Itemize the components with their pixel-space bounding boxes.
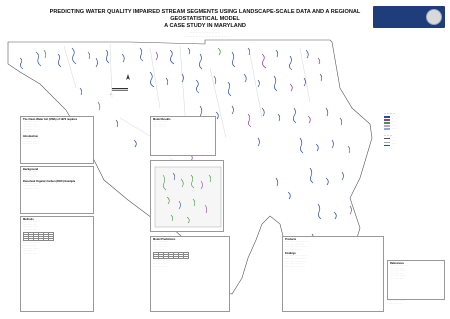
- panel-predictions-text: · · · · · · · · · · · · · · · · · · · · · · · · · · · · · · · · · · · · · · · · · · · · · · · · ·: [153, 241, 170, 251]
- panel-doc-heading: Dissolved Organic Carbon (DOC) Example: [23, 179, 76, 183]
- legend-swatch: [384, 128, 390, 130]
- legend-item: · · · ·: [392, 137, 397, 140]
- panel-intro-text: · · · · · · · · · · · · · · · · · · · · · · · · · · · · · · · · · · · · · ·: [23, 137, 40, 146]
- panel-references: [387, 260, 445, 300]
- panel-background: [20, 166, 94, 214]
- legend-swatch: [384, 145, 390, 146]
- legend-item: · · · ·: [384, 121, 440, 124]
- legend-item: · · · ·: [392, 140, 397, 143]
- panel-background-text: · · · · · · · · · · · · · · · · · · · · · · · · · · · · · · · · · · · · · · ·: [23, 171, 40, 179]
- panel-results-heading: Model Results: [153, 118, 171, 121]
- panel-predictions-text-2: · · · · · · · · · · · · · · · · · · · · · · · · · · · · · · · · · · · · · ·: [153, 260, 170, 268]
- panel-methods-heading: Methods: [23, 218, 34, 221]
- panel-products-heading: Products: [285, 238, 297, 241]
- poster-subtitle: A CASE STUDY IN MARYLAND: [164, 23, 246, 29]
- agency-seal-icon: [426, 9, 442, 25]
- legend-item: · · · ·: [384, 118, 440, 121]
- affiliation-line: · · · · · · · · · · · · · · · · · · · · · · · · · · · · ·: [184, 35, 226, 38]
- panel-references-heading: References: [390, 262, 404, 265]
- panel-results-text: · · · · · · · · · · · · · · · · · · · · · · · · · · · · · · · · · · · ·: [153, 121, 169, 129]
- legend-heading-2: · · · · · ·: [384, 134, 393, 138]
- acknowledgments-text: · · · · · · · · · · · · · · · · · · · · · · · · ·: [389, 300, 406, 305]
- panel-findings-text: · · · · · · · · · · · · · · · · · · · · · · · · · · · · · · · · · · · · · · · · · · · · · · · · · · · · · · · · · · · · · · · · · · · · · · · · · · · · · · · · · · · · · ·: [285, 255, 308, 268]
- panel-acknowledgments: [387, 300, 445, 314]
- panel-background-heading: Background: [23, 168, 39, 171]
- legend-swatch: [384, 119, 390, 121]
- svg-text:0 · · ·: 0 · · ·: [110, 94, 115, 96]
- panel-methods: [20, 216, 94, 312]
- panel-cwa-heading: The Clean Water Act (CWA) of 1972 requires: [23, 118, 78, 121]
- legend-swatch: [384, 138, 390, 139]
- predictions-table: [153, 252, 189, 259]
- scale-bar: [110, 88, 128, 96]
- legend-item: · · · ·: [384, 115, 440, 118]
- panel-products: [282, 236, 384, 312]
- north-arrow: [126, 74, 130, 80]
- panel-inset-map: [150, 160, 224, 232]
- panel-products-text: · · · · · · · · · · · · · · · · · · · · · · · · · · · · · · · · · · · · · · · · · · · · · · · · · · · · · · · · · · · · · · · · · · · ·: [285, 241, 309, 251]
- legend-heading: · · · · · · · ·: [384, 112, 396, 115]
- map-legend: [384, 112, 440, 204]
- panel-methods-text: · · · · · · · · · · · · · · · · · · · · · · · · · · · · · · · · · · · · · · · · · · · · · · · · · ·: [23, 221, 40, 231]
- legend-swatch: [384, 122, 390, 124]
- panel-intro-heading: Introduction: [23, 134, 39, 138]
- agency-logo: [373, 6, 445, 28]
- legend-swatch: [384, 142, 390, 143]
- poster-title: PREDICTING WATER QUALITY IMPAIRED STREAM SEGMENTS USING LANDSCAPE-SCALE DATA AND A REGIONAL GEOSTATISTICAL MODEL: [49, 9, 361, 22]
- author-line: · · · · · · · · · · · · · · · · · · · · ·: [189, 31, 220, 34]
- panel-predictions-heading: Model Predictions: [153, 238, 176, 241]
- panel-cwa-text: · · · · · · · · · · · · · · · · · · · · · · · · · · · · · · · · · · · · · · · · · · · · · · · · · · · · · · · · · · · · · · · · · ·: [23, 121, 41, 134]
- legend-swatch: [384, 116, 390, 118]
- legend-item: · · · ·: [384, 128, 440, 131]
- methods-table: [23, 232, 54, 241]
- panel-model-results: [150, 116, 216, 156]
- legend-item: · · · ·: [392, 143, 397, 146]
- legend-item: · · · ·: [384, 125, 440, 128]
- legend-swatch: [384, 125, 390, 127]
- panel-references-text: · · · · · · · · · · · · · · · · · · · · · · · · · · · · · · · · · · · · · · · · · · · · · · · · · · · · · · · · · · · · · · · · · · · · · · · · · · · · · ·: [390, 265, 408, 280]
- inset-map-svg: [151, 161, 225, 233]
- panel-findings-heading: Findings: [285, 252, 296, 256]
- panel-methods-text-2: · · · · · · · · · · · · · · · · · · · · · · · · · · · · · · · · · · · · · · · · · · · · · · · · · · · · · · · · · · · ·: [23, 242, 40, 255]
- panel-doc-text: · · · · · · · · · · · · · · · · · · · · · · · · · · · · · · · · · · · · · · ·: [23, 182, 40, 190]
- panel-cwa: [20, 116, 94, 164]
- panel-model-predictions: [150, 236, 230, 312]
